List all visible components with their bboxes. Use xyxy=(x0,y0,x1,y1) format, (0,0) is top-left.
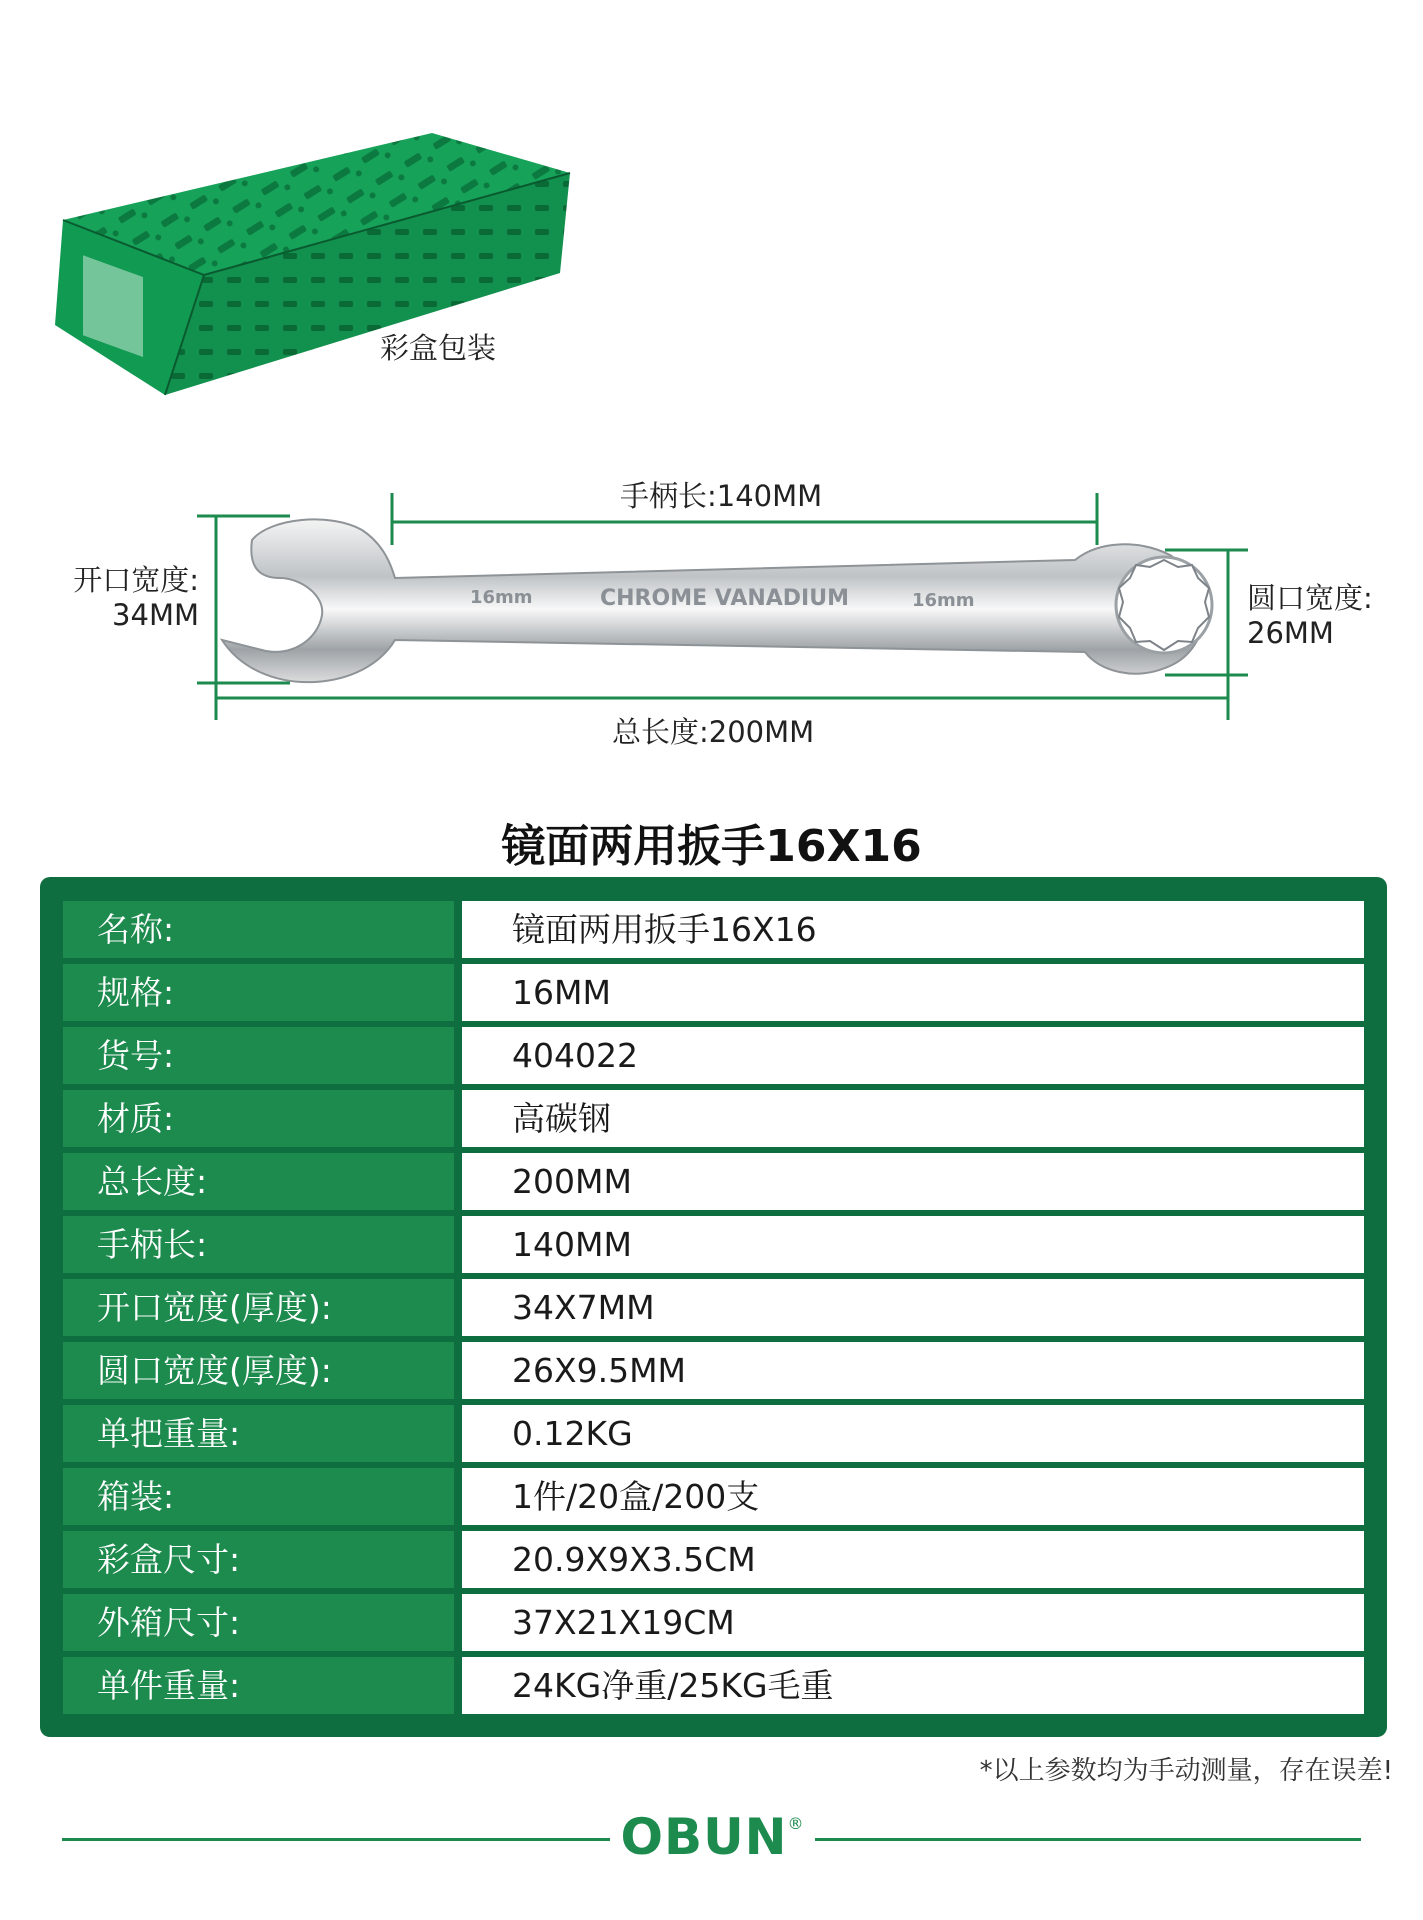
wrench-marking-brand: CHROME VANADIUM xyxy=(600,586,849,611)
spec-value: 140MM xyxy=(462,1216,1364,1273)
spec-value: 镜面两用扳手16X16 xyxy=(462,901,1364,958)
ring-end-width-caption: 圆口宽度: xyxy=(1247,581,1373,615)
spec-label: 材质: xyxy=(63,1090,454,1147)
spec-label: 总长度: xyxy=(63,1153,454,1210)
spec-value: 24KG净重/25KG毛重 xyxy=(462,1657,1364,1714)
spec-label: 名称: xyxy=(63,901,454,958)
spec-row xyxy=(63,1405,1364,1462)
spec-value: 26X9.5MM xyxy=(462,1342,1364,1399)
footer-divider-left xyxy=(62,1838,610,1841)
open-end-width-caption: 开口宽度: xyxy=(73,563,199,597)
open-end-width-label xyxy=(64,563,199,633)
spec-row xyxy=(63,1468,1364,1525)
spec-label: 开口宽度(厚度): xyxy=(63,1279,454,1336)
packaging-caption: 彩盒包装 xyxy=(380,331,497,365)
spec-row xyxy=(63,1153,1364,1210)
spec-row xyxy=(63,1342,1364,1399)
spec-row xyxy=(63,964,1364,1021)
wrench-marking-right: 16mm xyxy=(912,590,975,611)
measurement-disclaimer: *以上参数均为手动测量，存在误差! xyxy=(979,1756,1393,1786)
spec-table xyxy=(63,901,1364,1720)
spec-value: 20.9X9X3.5CM xyxy=(462,1531,1364,1588)
open-end-width-value: 34MM xyxy=(112,598,199,632)
spec-value: 16MM xyxy=(462,964,1364,1021)
spec-value: 1件/20盒/200支 xyxy=(462,1468,1364,1525)
spec-row xyxy=(63,1090,1364,1147)
footer-divider-right xyxy=(815,1838,1361,1841)
spec-label: 单件重量: xyxy=(63,1657,454,1714)
spec-label: 外箱尺寸: xyxy=(63,1594,454,1651)
spec-row xyxy=(63,1657,1364,1714)
spec-row xyxy=(63,1531,1364,1588)
spec-label: 货号: xyxy=(63,1027,454,1084)
ring-end-width-value: 26MM xyxy=(1247,616,1334,650)
ring-end-width-label xyxy=(1247,581,1373,651)
spec-row xyxy=(63,1216,1364,1273)
product-title: 镜面两用扳手16X16 xyxy=(501,821,922,872)
total-length-label: 总长度:200MM xyxy=(612,715,815,749)
brand-logo xyxy=(620,1808,805,1866)
packaging-box-image xyxy=(55,125,575,405)
spec-value: 高碳钢 xyxy=(462,1090,1364,1147)
spec-row xyxy=(63,901,1364,958)
spec-value: 37X21X19CM xyxy=(462,1594,1364,1651)
spec-value: 200MM xyxy=(462,1153,1364,1210)
spec-label: 圆口宽度(厚度): xyxy=(63,1342,454,1399)
spec-label: 彩盒尺寸: xyxy=(63,1531,454,1588)
handle-length-label: 手柄长:140MM xyxy=(620,479,823,513)
spec-value: 0.12KG xyxy=(462,1405,1364,1462)
spec-label: 规格: xyxy=(63,964,454,1021)
wrench-marking-left: 16mm xyxy=(470,587,533,608)
spec-row xyxy=(63,1594,1364,1651)
spec-row xyxy=(63,1279,1364,1336)
spec-label: 单把重量: xyxy=(63,1405,454,1462)
registered-mark: ® xyxy=(787,1814,805,1833)
spec-value: 404022 xyxy=(462,1027,1364,1084)
spec-value: 34X7MM xyxy=(462,1279,1364,1336)
spec-row xyxy=(63,1027,1364,1084)
spec-label: 手柄长: xyxy=(63,1216,454,1273)
spec-label: 箱装: xyxy=(63,1468,454,1525)
brand-name: OBUN xyxy=(620,1808,788,1866)
